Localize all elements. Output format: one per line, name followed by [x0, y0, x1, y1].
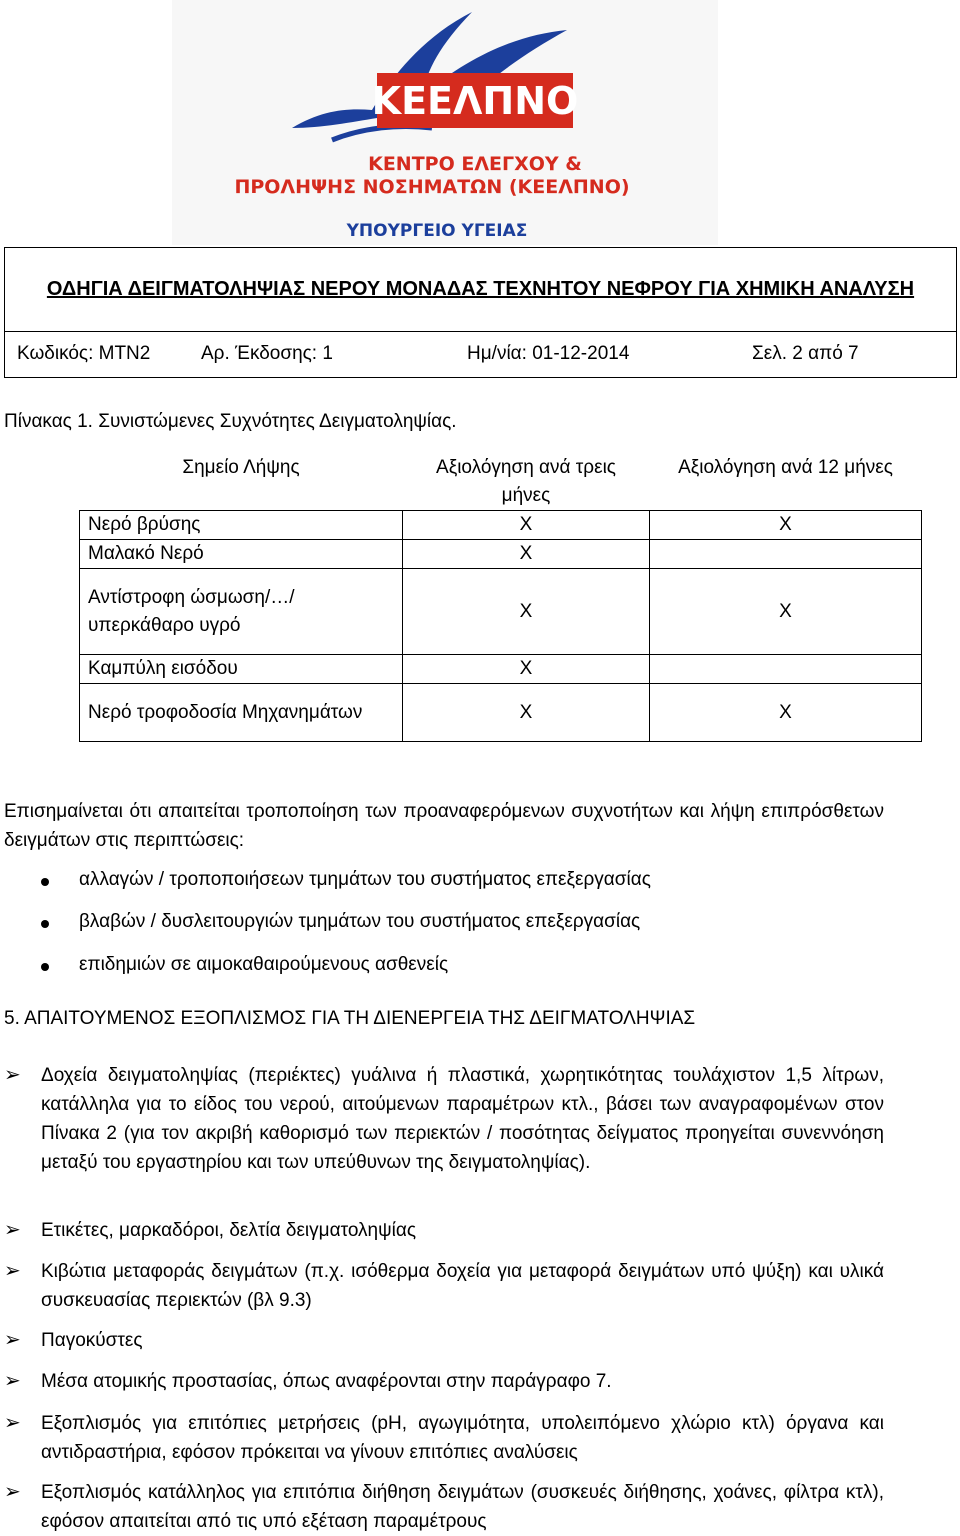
table-header-row — [80, 452, 922, 511]
section-5-heading: 5. ΑΠΑΙΤΟΥΜΕΝΟΣ ΕΞΟΠΛΙΣΜΟΣ ΓΙΑ ΤΗ ΔΙΕΝΕΡΓΕΙΑ ΤΗΣ ΔΕΙΓΜΑΤΟΛΗΨΙΑΣ — [4, 1008, 696, 1029]
bullet-icon — [41, 878, 49, 886]
keelpno-logo — [172, 0, 718, 245]
document-title: ΟΔΗΓΙΑ ΔΕΙΓΜΑΤΟΛΗΨΙΑΣ ΝΕΡΟΥ ΜΟΝΑΔΑΣ ΤΕΧΝΗΤΟΥ ΝΕΦΡΟΥ ΓΙΑ ΧΗΜΙΚΗ ΑΝΑΛΥΣΗ — [5, 248, 956, 332]
logo-line1: ΚΕΝΤΡΟ ΕΛΕΓΧΟΥ & — [368, 153, 582, 175]
cell-point: Νερό βρύσης — [80, 511, 403, 540]
cell-three: Χ — [403, 511, 650, 540]
cell-point: Αντίστροφη ώσμωση/…/υπερκάθαρο υγρό — [80, 569, 403, 655]
equipment-item-text: Δοχεία δειγματοληψίας (περιέκτες) γυάλινα ή πλαστικά, χωρητικότητας τουλάχιστον 1,5 λίτρων, κατάλληλα για το είδος του νερού, αιτούμενων παραμέτρων κτλ., βάσει των αναγραφομένων στον Πίνακα 2 (για τον ακριβή καθορισμό των περιεκτών / ποσότητας δείγματος προηγείται συνεννόηση μεταξύ του εργαστηρίου και των υπεύθυνων της δειγματοληψίας). — [41, 1065, 884, 1173]
cell-three: Χ — [403, 540, 650, 569]
equipment-item — [4, 1216, 884, 1245]
cell-point: Καμπύλη εισόδου — [80, 655, 403, 684]
equipment-item — [4, 1257, 884, 1315]
col-header-three-months: Αξιολόγηση ανά τρεις μήνες — [436, 457, 616, 506]
bullet-icon — [41, 920, 49, 928]
cell-twelve: Χ — [650, 569, 922, 655]
col-header-point: Σημείο Λήψης — [182, 457, 300, 478]
cell-three: Χ — [403, 569, 650, 655]
doc-page: Σελ. 2 από 7 — [752, 343, 859, 364]
document-meta — [5, 332, 956, 377]
frequency-note: Επισημαίνεται ότι απαιτείται τροποποίηση των προαναφερόμενων συχνοτήτων και λήψη επιπρόσθετων δειγμάτων στις περιπτώσεις: — [4, 801, 884, 851]
list-item-text: επιδημιών σε αιμοκαθαιρούμενους ασθενείς — [79, 954, 449, 975]
arrow-bullet-icon: ➢ — [4, 1329, 21, 1351]
list-item — [79, 954, 448, 976]
equipment-item — [4, 1409, 884, 1467]
cell-twelve — [650, 540, 922, 569]
cell-point: Νερό τροφοδοσία Μηχανημάτων — [80, 684, 403, 742]
cell-three: Χ — [403, 684, 650, 742]
equipment-item-text: Παγοκύστες — [41, 1330, 143, 1351]
cell-three: Χ — [403, 655, 650, 684]
doc-date: Ημ/νία: 01-12-2014 — [467, 343, 630, 364]
equipment-item — [4, 1367, 884, 1396]
arrow-bullet-icon: ➢ — [4, 1370, 21, 1392]
arrow-bullet-icon: ➢ — [4, 1260, 21, 1282]
equipment-item — [4, 1478, 884, 1536]
table-row — [80, 511, 922, 540]
table-row — [80, 684, 922, 742]
equipment-item-text: Εξοπλισμός για επιτόπιες μετρήσεις (pH, αγωγιμότητα, υπολειπόμενο χλώριο κτλ) όργανα και αντιδραστήρια, εφόσον πρόκειται να γίνουν επιτόπιες αναλύσεις — [41, 1413, 884, 1463]
equipment-item — [4, 1326, 884, 1355]
cell-point: Μαλακό Νερό — [80, 540, 403, 569]
equipment-item-text: Ετικέτες, μαρκαδόροι, δελτία δειγματοληψίας — [41, 1220, 416, 1241]
table-row — [80, 655, 922, 684]
list-item-text: αλλαγών / τροποποιήσεων τμημάτων του συστήματος επεξεργασίας — [79, 869, 651, 890]
cell-twelve — [650, 655, 922, 684]
doc-version: Αρ. Έκδοσης: 1 — [201, 343, 333, 364]
list-item — [79, 911, 640, 933]
col-header-twelve-months: Αξιολόγηση ανά 12 μήνες — [678, 457, 893, 478]
equipment-item — [4, 1061, 884, 1177]
table-caption: Πίνακας 1. Συνιστώμενες Συχνότητες Δειγματοληψίας. — [4, 411, 457, 432]
logo-name: ΚΕΕΛΠΝΟ — [371, 79, 579, 123]
list-item — [79, 869, 651, 891]
table-row — [80, 540, 922, 569]
arrow-bullet-icon: ➢ — [4, 1219, 21, 1241]
cell-twelve: Χ — [650, 511, 922, 540]
list-item-text: βλαβών / δυσλειτουργιών τμημάτων του συστήματος επεξεργασίας — [79, 911, 641, 932]
cell-twelve: Χ — [650, 684, 922, 742]
equipment-item-text: Κιβώτια μεταφοράς δειγμάτων (π.χ. ισόθερμα δοχεία για μεταφορά δειγμάτων υπό ψύξη) και υλικά συσκευασίας περιεκτών (βλ 9.3) — [41, 1261, 884, 1311]
document-header — [4, 247, 957, 378]
arrow-bullet-icon: ➢ — [4, 1412, 21, 1434]
equipment-item-text: Εξοπλισμός κατάλληλος για επιτόπια διήθηση δειγμάτων (συσκευές διήθησης, χοάνες, φίλτρα κτλ), εφόσον απαιτείται από τις υπό εξέταση παραμέτρους — [41, 1482, 884, 1532]
bullet-icon — [41, 963, 49, 971]
equipment-item-text: Μέσα ατομικής προστασίας, όπως αναφέρονται στην παράγραφο 7. — [41, 1371, 612, 1392]
arrow-bullet-icon: ➢ — [4, 1064, 21, 1086]
logo-line3: ΥΠΟΥΡΓΕΙΟ ΥΓΕΙΑΣ — [346, 221, 528, 241]
table-row — [80, 569, 922, 655]
logo-line2: ΠΡΟΛΗΨΗΣ ΝΟΣΗΜΑΤΩΝ (ΚΕΕΛΠΝΟ) — [234, 176, 630, 198]
doc-code: Κωδικός: ΜΤΝ2 — [17, 343, 151, 364]
sampling-frequency-table — [79, 452, 922, 742]
arrow-bullet-icon: ➢ — [4, 1481, 21, 1503]
